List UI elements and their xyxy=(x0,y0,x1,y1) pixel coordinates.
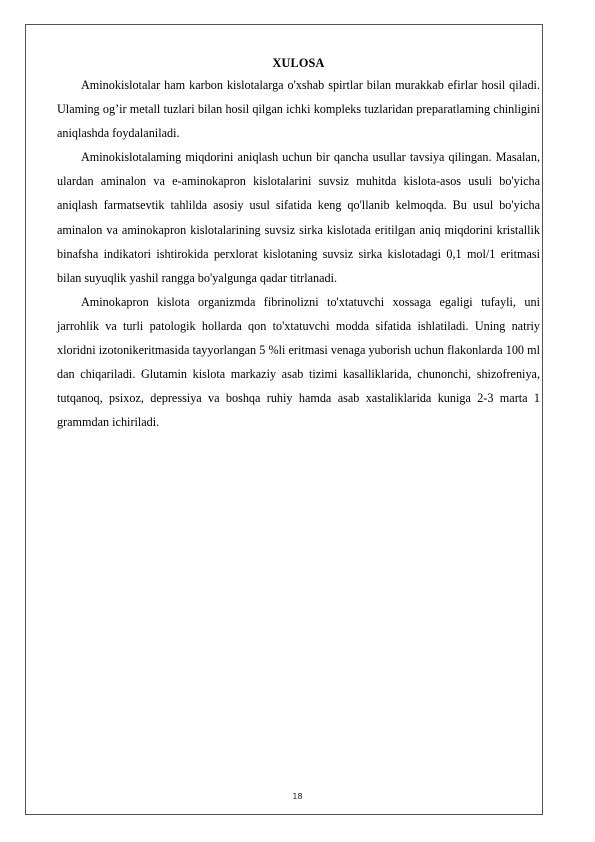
section-title: XULOSA xyxy=(272,56,325,70)
document-body xyxy=(57,56,540,434)
page-number: 18 xyxy=(292,792,303,801)
paragraph-2: Aminokislotalaming miqdorini aniqlash uchun bir qancha usullar tavsiya qilingan. Masalan, ulardan aminalon va e-aminokapron kislotalarini suvsiz muhitda kislota-asos usuli bo'yicha aniqlash farmatsevtik tahlilda asosiy usul sifatida keng qo'llanib kelmoqda. Bu usul bo'yicha aminalon va aminokapron kislotalarining suvsiz sirka kislotada eritilgan aniq miqdorini kristallik binafsha indikatori ishtirokida perxlorat kislotaning suvsiz sirka kislotadagi 0,1 mol/1 eritmasi bilan suyuqlik yashil rangga bo'yalgunga qadar titrlanadi. xyxy=(57,150,540,285)
paragraph-3: Aminokapron kislota organizmda fibrinolizni to'xtatuvchi xossaga egaligi tufayli, uni jarrohlik va turli patologik hollarda qon to'xtatuvchi modda sifatida ishlatiladi. Uning natriy xloridni izotonikeritmasida tayyorlangan 5 %li eritmasi venaga yuborish uchun flakonlarda 100 ml dan chiqariladi. Glutamin kislota markaziy asab tizimi kasalliklarida, chunonchi, shizofreniya, tutqanoq, psixoz, depressiya va boshqa ruhiy hamda asab xastaliklarida kuniga 2-3 marta 1 grammdan ichiriladi. xyxy=(57,294,540,430)
paragraph-1: Aminokislotalar ham karbon kislotalarga o'xshab spirtlar bilan murakkab efirlar hosil qiladi. Ulaming og’ir metall tuzlari bilan hosil qilgan ichki kompleks tuzlaridan preparatlaming chinligini aniqlashda foydalaniladi. xyxy=(57,78,540,141)
